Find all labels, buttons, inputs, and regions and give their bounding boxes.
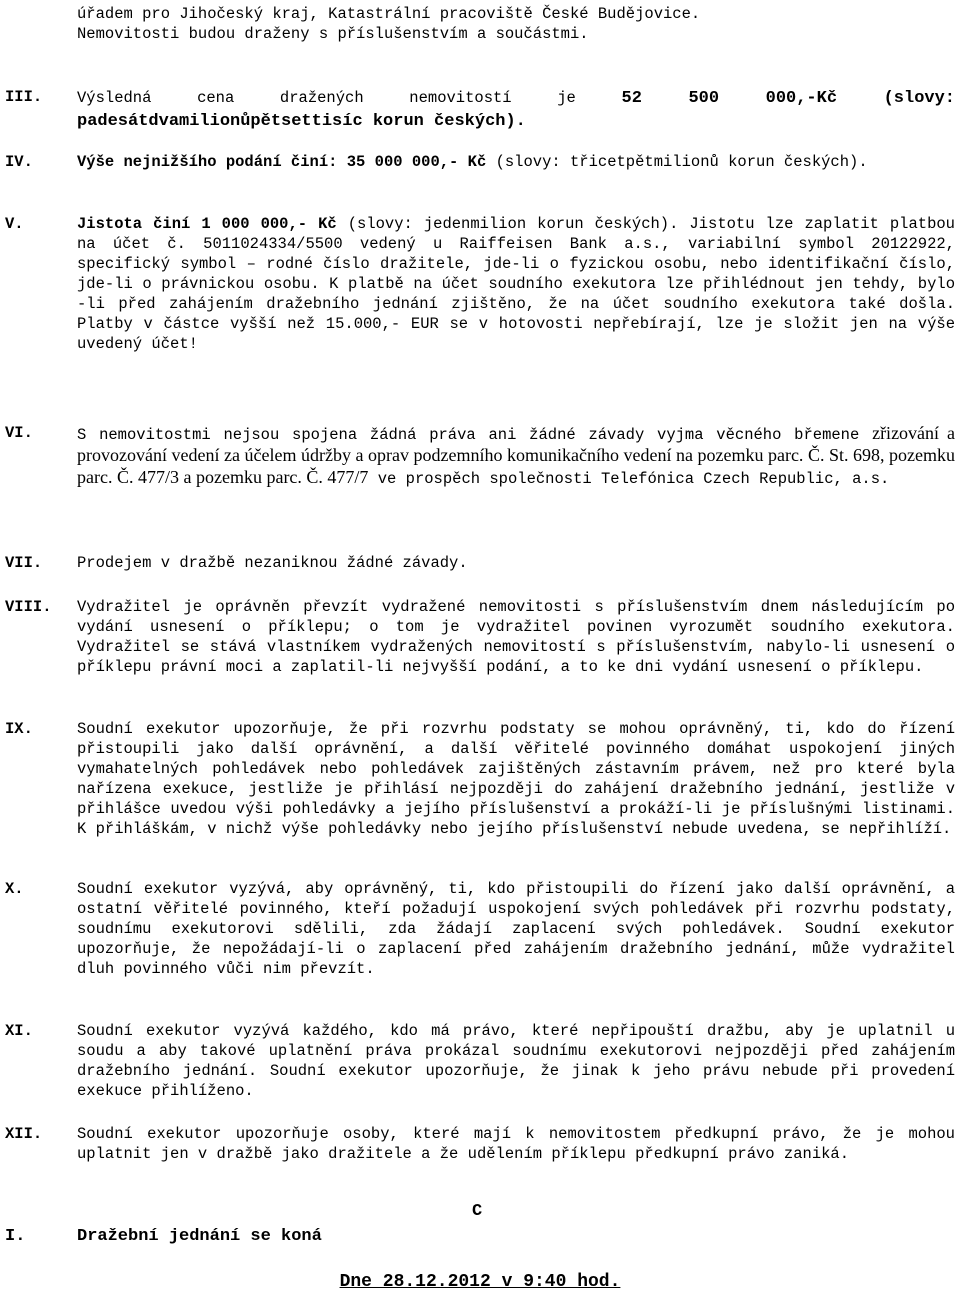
section-number: XI. [5, 1022, 33, 1040]
section-iv-bold: Výše nejnižšího podání činí: 35 000 000,- Kč [77, 153, 487, 171]
section-text [77, 152, 955, 172]
section-text: Soudní exekutor vyzývá, aby oprávněný, ti, kdo přistoupili do řízení jako další oprávnění, a ostatní věřitelé povinného, kteří požadují uspokojení svých pohledávek při rozvrhu podstaty, soudnímu exekutorovi sdělili, zda žádají zaplacení svých pohledávek. Soudní exekutor upozorňuje, že nepožádají-li o zaplacení před zahájením dražebního jednání, může vydražitel dluh povinného vůči nim převzít. [77, 880, 955, 978]
section-number: VI. [5, 424, 33, 442]
section-number: X. [5, 880, 24, 898]
section-text [77, 423, 955, 489]
section-text: Soudní exekutor upozorňuje osoby, které mají k nemovitostem předkupní právo, že je mohou uplatnit jen v dražbě jako dražitele a že udělením příklepu předkupní právo zaniká. [77, 1125, 955, 1163]
auction-date: Dne 28.12.2012 v 9:40 hod. [339, 1272, 621, 1292]
section-iii-pre: Výsledná cena dražených nemovitostí je [77, 89, 622, 107]
section-vi-part2: zřizování a provozování vedení za účelem údržby a oprav podzemního komunikačního vedení na pozemku parc. Č. St. 698, pozemku parc. Č. 477/3 a pozemku parc. Č. 477/7 [77, 423, 956, 487]
section-vi-part3: ve prospěch společnosti Telefónica Czech Republic, a.s. [368, 470, 890, 488]
intro-line-2: Nemovitosti budou draženy s příslušenstvím a součástmi. [77, 25, 589, 43]
section-v-bold: Jistota činí 1 000 000,- Kč [77, 215, 337, 233]
center-letter: C [472, 1202, 483, 1221]
section-vi-part1: S nemovitostmi nejsou spojena žádná práva ani žádné závady vyjma věcného břemene [77, 426, 860, 444]
intro-line-1: úřadem pro Jihočeský kraj, Katastrální pracoviště České Budějovice. [77, 5, 701, 23]
section-number: IX. [5, 720, 33, 738]
section-iii-amount: 52 500 000,-Kč (slovy: padesátdvamilionůpětsettisíc korun českých). [77, 89, 956, 131]
section-number: V. [5, 215, 24, 233]
section-number: I. [5, 1227, 26, 1246]
intro-text [77, 4, 955, 44]
section-number: VIII. [5, 598, 52, 616]
section-text: Prodejem v dražbě nezaniknou žádné závady. [77, 554, 468, 572]
section-text: Vydražitel je oprávněn převzít vydražené nemovitosti s příslušenstvím dnem následujícím po vydání usnesení o příklepu; o tom je vydražitel povinen vyrozumět soudního exekutora. Vydražitel se stává vlastníkem vydražených nemovitostí s příslušenstvím, nabylo-li usnesení o příklepu právní moci a zaplatil-li nejvyšší podání, a to ke dni vydání usnesení o příklepu. [77, 598, 955, 676]
section-text: Dražební jednání se koná [77, 1227, 322, 1246]
section-number: IV. [5, 153, 33, 171]
section-iv-rest: (slovy: třicetpětmilionů korun českých). [486, 153, 868, 171]
section-text: Soudní exekutor vyzývá každého, kdo má právo, které nepřipouští dražbu, aby je uplatnil u soudu a aby takové uplatnění práva prokázal soudnímu exekutorovi nejpozději před zahájením dražebního jednání. Soudní exekutor upozorňuje, že jinak k jeho právu nebude při provedení exekuce přihlíženo. [77, 1022, 955, 1100]
section-text: Soudní exekutor upozorňuje, že při rozvrhu podstaty se mohou oprávněný, ti, kdo do řízení přistoupili jako další oprávnění, a další věřitelé povinného domáhat uspokojení jiných vymahatelných pohledávek nebo pohledávek zajištěných zástavním právem, než pro které byla nařízena exekuce, jestliže je přihlásí nejpozději do zahájení dražebního jednání, jestliže v přihlášce uvedou výši pohledávky a jejího příslušenství a prokáží-li je příslušnými listinami. K přihláškám, v nichž výše pohledávky nebo jejího příslušenství nebude uvedena, se nepřihlíží. [77, 720, 955, 838]
section-text [77, 214, 955, 354]
section-number: VII. [5, 554, 43, 572]
section-number: III. [5, 88, 43, 106]
section-number: XII. [5, 1125, 43, 1143]
section-text [77, 87, 955, 133]
section-v-rest: (slovy: jedenmilion korun českých). Jistotu lze zaplatit platbou na účet č. 5011024334/5500 vedený u Raiffeisen Bank a.s., variabilní symbol 20122922, specifický symbol – rodné číslo dražitele, jde-li o fyzickou osobu, nebo identifikační číslo, jde-li o právnickou osobu. K platbě na účet soudního exekutora lze přihlédnout jen tehdy, bylo -li před zahájením dražebního jednání zjištěno, že na účet soudního exekutora také došla. Platby v částce vyšší než 15.000,- EUR se v hotovosti nepřebírají, lze je složit jen na výše uvedený účet! [77, 215, 955, 353]
